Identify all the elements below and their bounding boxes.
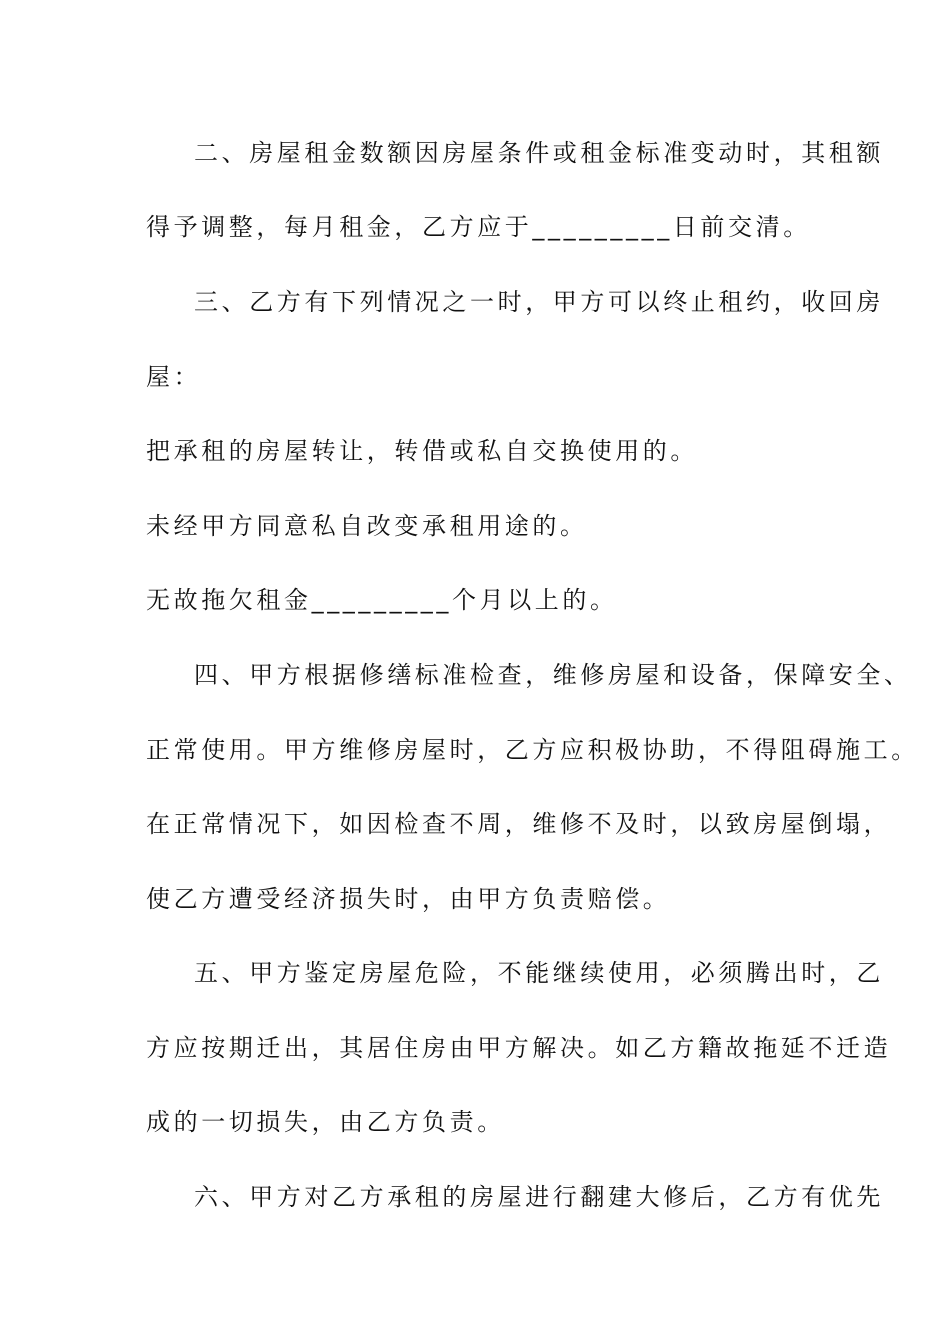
clause-item-3: 无故拖欠租金_________个月以上的。 [146, 586, 618, 614]
paragraph-5-line-2: 方应按期迁出，其居住房由甲方解决。如乙方籍故拖延不迁造 [146, 1034, 892, 1062]
paragraph-4-line-4: 使乙方遭受经济损失时，由甲方负责赔偿。 [146, 885, 671, 913]
paragraph-2-line-1: 二、房屋租金数额因房屋条件或租金标准变动时，其租额 [194, 139, 884, 167]
paragraph-3-line-2: 屋： [146, 363, 202, 391]
paragraph-2-line-2: 得予调整，每月租金，乙方应于_________日前交清。 [146, 213, 811, 241]
clause-item-2: 未经甲方同意私自改变承租用途的。 [146, 512, 588, 540]
paragraph-4-line-3: 在正常情况下，如因检查不周，维修不及时，以致房屋倒塌， [146, 810, 892, 838]
paragraph-4-line-1: 四、甲方根据修缮标准检查，维修房屋和设备，保障安全、 [194, 661, 912, 689]
clause-item-1: 把承租的房屋转让，转借或私自交换使用的。 [146, 437, 698, 465]
paragraph-3-line-1: 三、乙方有下列情况之一时，甲方可以终止租约，收回房 [194, 288, 884, 316]
paragraph-4-line-2: 正常使用。甲方维修房屋时，乙方应积极协助，不得阻碍施工。 [146, 736, 919, 764]
paragraph-6-line-1: 六、甲方对乙方承租的房屋进行翻建大修后，乙方有优先 [194, 1183, 884, 1211]
paragraph-5-line-3: 成的一切损失，由乙方负责。 [146, 1108, 505, 1136]
paragraph-5-line-1: 五、甲方鉴定房屋危险，不能继续使用，必须腾出时，乙 [194, 959, 884, 987]
